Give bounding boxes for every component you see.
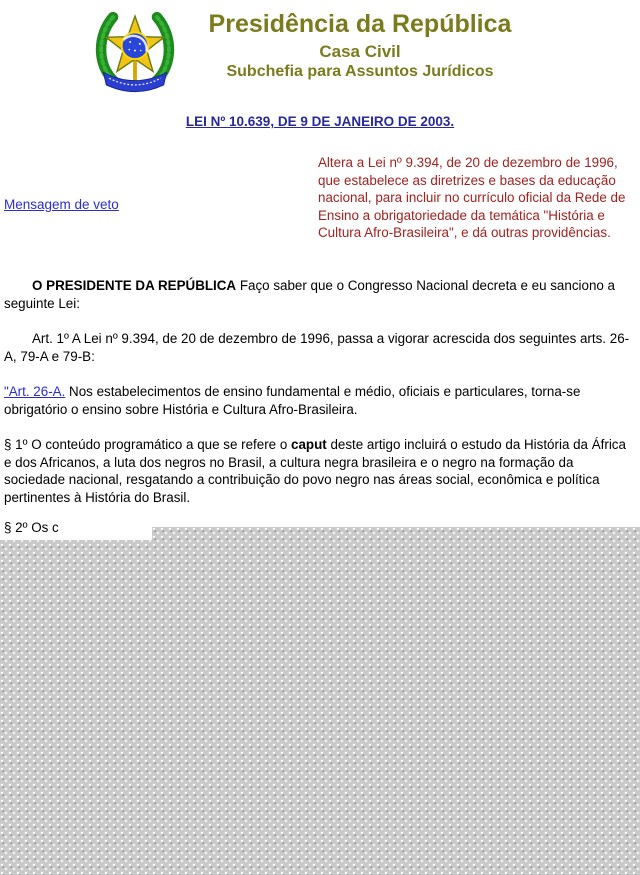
header-text-block <box>180 10 540 82</box>
section1-rest-text: deste artigo incluirá o estudo da História da África e dos Africanos, a luta dos negros no Brasil, a cultura negra brasileira e o negro na formação da sociedade nacional, resgatando a contribuição do povo negro nas áreas social, econômica e política pertinentes à História do Brasil. <box>4 437 626 505</box>
unrendered-area <box>0 527 640 875</box>
page-header <box>0 4 640 96</box>
page-title: Presidência da República <box>208 10 512 38</box>
header-department: Subchefia para Assuntos Jurídicos <box>226 63 494 81</box>
art-26a-link[interactable]: "Art. 26-A. <box>4 384 66 399</box>
paragraph-art1: Art. 1º A Lei nº 9.394, de 20 de dezembro de 1996, passa a vigorar acrescida dos seguintes arts. 26-A, 79-A e 79-B: <box>4 331 630 364</box>
paragraph-section2-fragment: § 2º Os c <box>4 520 59 535</box>
brazil-coat-of-arms-icon <box>92 5 178 97</box>
preamble-rest-text: Faço saber que o Congresso Nacional decreta e eu sanciono a seguinte Lei: <box>4 278 616 311</box>
preamble-bold-text: O PRESIDENTE DA REPÚBLICA <box>32 278 237 293</box>
law-summary-text: Altera a Lei nº 9.394, de 20 de dezembro de 1996, que estabelece as diretrizes e bases da educação nacional, para incluir no currículo oficial da Rede de Ensino a obrigatoriedade da temática "História e Cultura Afro-Brasileira", e dá outras providências. <box>318 155 626 240</box>
section1-pre-text: § 1º O conteúdo programático a que se refere o <box>4 437 292 452</box>
veto-message-link[interactable]: Mensagem de veto <box>4 197 119 212</box>
art-26a-rest-text: Nos estabelecimentos de ensino fundamental e médio, oficiais e particulares, torna-se obrigatório o ensino sobre História e Cultura Afro-Brasileira. <box>4 384 581 417</box>
paragraph-art26a <box>0 383 640 418</box>
paragraph-preamble <box>0 277 640 312</box>
law-title-row <box>0 114 640 131</box>
paragraph-section1 <box>0 436 640 506</box>
veto-summary-row <box>0 150 640 256</box>
law-title-link[interactable]: LEI Nº 10.639, DE 9 DE JANEIRO DE 2003. <box>185 114 455 129</box>
header-subtitle: Casa Civil <box>319 41 401 61</box>
section1-caput-bold: caput <box>291 437 327 452</box>
